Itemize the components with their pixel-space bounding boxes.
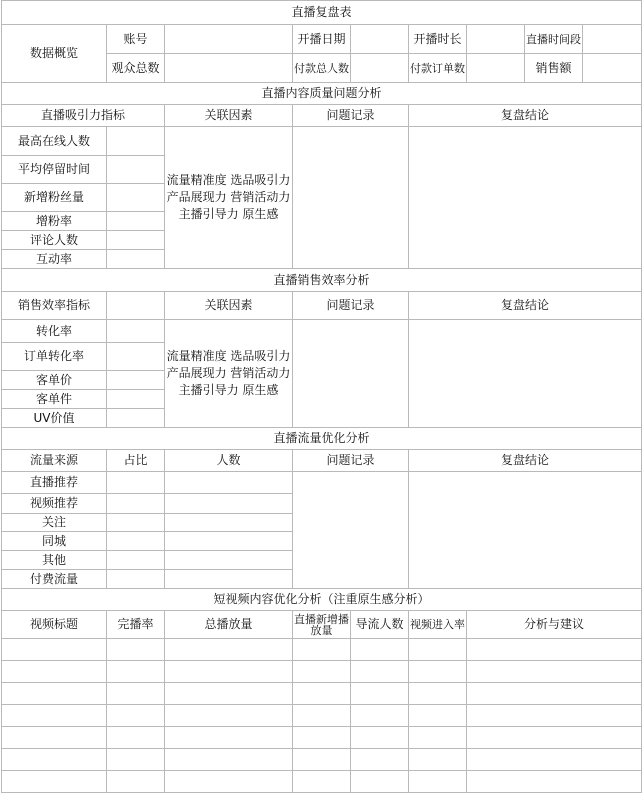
content-quality-col-issues: 问题记录 — [293, 105, 409, 127]
short-video-col-total-plays: 总播放量 — [165, 611, 293, 639]
cell[interactable] — [467, 727, 642, 749]
cell[interactable] — [293, 683, 351, 705]
metric-label: 转化率 — [2, 320, 107, 343]
metric-label: 互动率 — [2, 250, 107, 269]
traffic-source-label: 其他 — [2, 551, 107, 570]
sales-efficiency-issues-cell[interactable] — [293, 320, 409, 428]
traffic-col-count: 人数 — [165, 450, 293, 472]
content-quality-col-metric: 直播吸引力指标 — [2, 105, 165, 127]
traffic-col-issues: 问题记录 — [293, 450, 409, 472]
metric-value-cell[interactable] — [107, 390, 165, 409]
traffic-share-cell[interactable] — [107, 472, 165, 494]
short-video-col-entry-rate: 视频进入率 — [409, 611, 467, 639]
duration-value-cell[interactable] — [467, 25, 525, 54]
total-viewers-value-cell[interactable] — [165, 54, 293, 83]
metric-value-cell[interactable] — [107, 231, 165, 250]
traffic-share-cell[interactable] — [107, 551, 165, 570]
metric-label: 新增粉丝量 — [2, 184, 107, 212]
cell[interactable] — [165, 639, 293, 661]
cell[interactable] — [467, 683, 642, 705]
cell[interactable] — [409, 639, 467, 661]
content-quality-col-factors: 关联因素 — [165, 105, 293, 127]
cell[interactable] — [165, 705, 293, 727]
cell[interactable] — [351, 727, 409, 749]
traffic-count-cell[interactable] — [165, 551, 293, 570]
cell[interactable] — [351, 749, 409, 771]
sheet-title: 直播复盘表 — [2, 1, 642, 25]
cell[interactable] — [467, 771, 642, 793]
traffic-col-conclusion: 复盘结论 — [409, 450, 642, 472]
sales-efficiency-title: 直播销售效率分析 — [2, 269, 642, 292]
cell[interactable] — [2, 705, 107, 727]
cell[interactable] — [165, 683, 293, 705]
sales-efficiency-col-factors: 关联因素 — [165, 292, 293, 320]
live-review-sheet — [1, 0, 642, 793]
traffic-title: 直播流量优化分析 — [2, 428, 642, 450]
cell[interactable] — [293, 639, 351, 661]
cell[interactable] — [351, 683, 409, 705]
cell[interactable] — [409, 749, 467, 771]
metric-value-cell[interactable] — [107, 371, 165, 390]
cell[interactable] — [165, 749, 293, 771]
time-slot-label: 直播时间段 — [525, 25, 583, 54]
traffic-count-cell[interactable] — [165, 472, 293, 494]
traffic-source-label: 同城 — [2, 532, 107, 551]
metric-label: 客单件 — [2, 390, 107, 409]
sales-efficiency-conclusion-cell[interactable] — [409, 320, 642, 428]
traffic-source-label: 关注 — [2, 514, 107, 532]
cell[interactable] — [409, 661, 467, 683]
cell[interactable] — [467, 639, 642, 661]
traffic-share-cell[interactable] — [107, 532, 165, 551]
short-video-row — [2, 683, 642, 705]
cell[interactable] — [107, 639, 165, 661]
metric-value-cell[interactable] — [107, 250, 165, 269]
metric-label: 增粉率 — [2, 212, 107, 231]
cell[interactable] — [107, 727, 165, 749]
cell[interactable] — [165, 661, 293, 683]
factor-line: 流量精准度 选品吸引力 — [166, 173, 291, 187]
cell[interactable] — [351, 705, 409, 727]
sales-value-cell[interactable] — [583, 54, 642, 83]
cell[interactable] — [351, 639, 409, 661]
metric-label: 平均停留时间 — [2, 156, 107, 184]
traffic-count-cell[interactable] — [165, 514, 293, 532]
account-value-cell[interactable] — [165, 25, 293, 54]
overview-label: 数据概览 — [2, 25, 107, 83]
traffic-count-cell[interactable] — [165, 494, 293, 514]
cell[interactable] — [2, 771, 107, 793]
traffic-col-source: 流量来源 — [2, 450, 107, 472]
metric-value-cell[interactable] — [107, 184, 165, 212]
cell[interactable] — [293, 661, 351, 683]
short-video-row — [2, 749, 642, 771]
cell[interactable] — [467, 705, 642, 727]
start-date-label: 开播日期 — [293, 25, 351, 54]
paid-orders-value-cell[interactable] — [467, 54, 525, 83]
factor-line: 产品展现力 营销活动力 — [166, 366, 291, 380]
metric-value-cell[interactable] — [107, 127, 165, 156]
factor-line: 主播引导力 原生感 — [178, 383, 279, 397]
traffic-source-label: 直播推荐 — [2, 472, 107, 494]
content-quality-factors — [165, 127, 293, 269]
content-quality-col-conclusion: 复盘结论 — [409, 105, 642, 127]
paying-users-value-cell[interactable] — [351, 54, 409, 83]
cell[interactable] — [2, 639, 107, 661]
cell[interactable] — [409, 683, 467, 705]
traffic-conclusion-cell[interactable] — [409, 472, 642, 589]
short-video-col-redirects: 导流人数 — [351, 611, 409, 639]
cell[interactable] — [409, 771, 467, 793]
short-video-row — [2, 727, 642, 749]
traffic-share-cell[interactable] — [107, 570, 165, 589]
content-quality-issues-cell[interactable] — [293, 127, 409, 269]
cell[interactable] — [293, 727, 351, 749]
content-quality-title: 直播内容质量问题分析 — [2, 83, 642, 105]
short-video-col-title: 视频标题 — [2, 611, 107, 639]
short-video-row — [2, 771, 642, 793]
cell[interactable] — [467, 661, 642, 683]
cell[interactable] — [107, 771, 165, 793]
traffic-count-cell[interactable] — [165, 570, 293, 589]
traffic-share-cell[interactable] — [107, 514, 165, 532]
metric-value-cell[interactable] — [107, 156, 165, 184]
content-quality-conclusion-cell[interactable] — [409, 127, 642, 269]
cell[interactable] — [2, 727, 107, 749]
sales-efficiency-col-issues: 问题记录 — [293, 292, 409, 320]
short-video-title: 短视频内容优化分析（注重原生感分析） — [2, 589, 642, 611]
cell[interactable] — [107, 705, 165, 727]
cell[interactable] — [165, 771, 293, 793]
short-video-row — [2, 705, 642, 727]
cell[interactable] — [165, 727, 293, 749]
metric-value-cell[interactable] — [107, 343, 165, 371]
metric-value-cell[interactable] — [107, 409, 165, 428]
paid-orders-label: 付款订单数 — [409, 54, 467, 83]
metric-label: 最高在线人数 — [2, 127, 107, 156]
cell[interactable] — [107, 661, 165, 683]
cell[interactable] — [409, 727, 467, 749]
factor-line: 产品展现力 营销活动力 — [166, 190, 291, 204]
cell[interactable] — [107, 683, 165, 705]
cell[interactable] — [293, 705, 351, 727]
traffic-issues-cell[interactable] — [293, 472, 409, 589]
factor-line: 流量精准度 选品吸引力 — [166, 349, 291, 363]
cell[interactable] — [467, 749, 642, 771]
sales-efficiency-col-metric: 销售效率指标 — [2, 292, 107, 320]
traffic-count-cell[interactable] — [165, 532, 293, 551]
cell[interactable] — [2, 661, 107, 683]
cell[interactable] — [351, 661, 409, 683]
factor-line: 主播引导力 原生感 — [178, 207, 279, 221]
metric-label: UV价值 — [2, 409, 107, 428]
account-label: 账号 — [107, 25, 165, 54]
short-video-col-completion: 完播率 — [107, 611, 165, 639]
time-slot-value-cell[interactable] — [583, 25, 642, 54]
traffic-share-cell[interactable] — [107, 494, 165, 514]
traffic-source-label: 视频推荐 — [2, 494, 107, 514]
cell[interactable] — [351, 771, 409, 793]
cell[interactable] — [2, 683, 107, 705]
cell[interactable] — [107, 749, 165, 771]
paying-users-label: 付款总人数 — [293, 54, 351, 83]
metric-value-cell[interactable] — [107, 320, 165, 343]
sales-efficiency-factors — [165, 320, 293, 428]
cell[interactable] — [293, 771, 351, 793]
metric-label: 订单转化率 — [2, 343, 107, 371]
short-video-row — [2, 639, 642, 661]
traffic-col-share: 占比 — [107, 450, 165, 472]
duration-label: 开播时长 — [409, 25, 467, 54]
sales-label: 销售额 — [525, 54, 583, 83]
metric-label: 客单价 — [2, 371, 107, 390]
traffic-source-label: 付费流量 — [2, 570, 107, 589]
metric-value-cell[interactable] — [107, 212, 165, 231]
short-video-col-analysis: 分析与建议 — [467, 611, 642, 639]
metric-label: 评论人数 — [2, 231, 107, 250]
cell[interactable] — [293, 749, 351, 771]
total-viewers-label: 观众总数 — [107, 54, 165, 83]
sales-efficiency-col-conclusion: 复盘结论 — [409, 292, 642, 320]
start-date-value-cell[interactable] — [351, 25, 409, 54]
cell[interactable] — [2, 749, 107, 771]
cell[interactable] — [409, 705, 467, 727]
sales-efficiency-header-blank — [107, 292, 165, 320]
short-video-row — [2, 661, 642, 683]
short-video-col-live-new-plays: 直播新增播放量 — [294, 612, 349, 637]
